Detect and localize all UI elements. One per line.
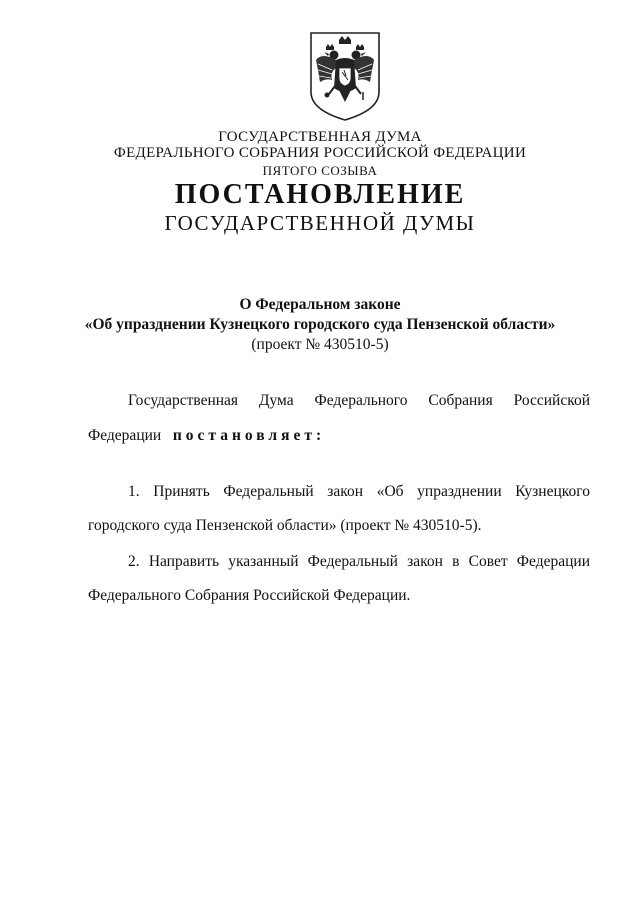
org-name-line1: ГОСУДАРСТВЕННАЯ ДУМА: [218, 129, 422, 145]
coat-of-arms-icon: [308, 30, 382, 122]
item1-line2: городского суда Пензенской области» (проект № 430510-5).: [88, 517, 482, 534]
subject-line2: «Об упразднении Кузнецкого городского суда Пензенской области»: [84, 316, 556, 333]
document-type: ПОСТАНОВЛЕНИЕ: [174, 179, 466, 210]
intro-line2-text: Федерации: [88, 427, 162, 444]
subject-line3: (проект № 430510-5): [251, 336, 389, 353]
item2-line1: 2. Направить указанный Федеральный закон в Совет Федерации: [128, 553, 590, 570]
org-name-line2: ФЕДЕРАЛЬНОГО СОБРАНИЯ РОССИЙСКОЙ ФЕДЕРАЦИИ: [113, 145, 527, 161]
intro-line1: Государственная Дума Федерального Собрания Российской: [128, 392, 590, 409]
convocation: ПЯТОГО СОЗЫВА: [262, 163, 378, 178]
intro-line2: [88, 427, 590, 445]
resolution-verb: постановляет:: [172, 427, 326, 444]
item1-line1: 1. Принять Федеральный закон «Об упразднении Кузнецкого: [128, 483, 590, 500]
item2-line2: Федерального Собрания Российской Федерации.: [88, 587, 411, 604]
subject-line1: О Федеральном законе: [239, 296, 401, 313]
document-type-subtitle: ГОСУДАРСТВЕННОЙ ДУМЫ: [164, 211, 476, 235]
